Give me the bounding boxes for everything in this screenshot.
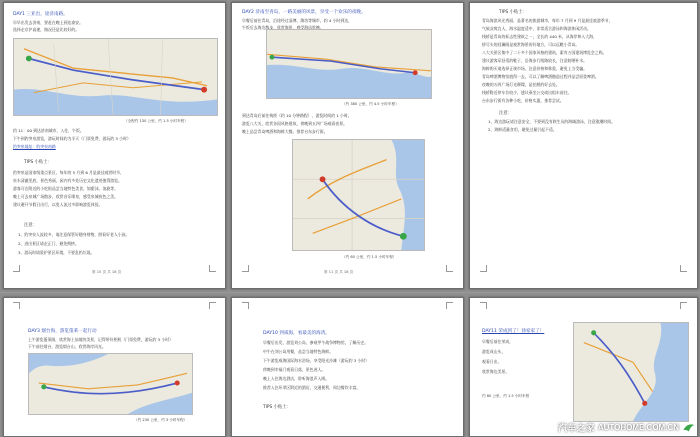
page3-tips-title: TIPS 小贴士： [499, 10, 527, 15]
page-corner-mark [209, 265, 216, 272]
page-corner-mark [242, 265, 249, 272]
page3-line: 八大关景区集中了二十多个国家风格的建筑，素有万国建筑博览会之称。 [482, 50, 607, 55]
autohome-watermark [558, 421, 696, 434]
page5-line: 中午在刘公岛用餐，品尝当地特色海鲜。 [263, 349, 334, 354]
day10-heading: DAY10 到威海，看最美的海湾。 [263, 331, 330, 336]
document-page-1[interactable] [3, 2, 226, 289]
page3-line: 气候凉爽宜人，海水温度适中，非常适合游泳和海滨休闲活动。 [482, 26, 591, 31]
page-corner-mark [480, 302, 487, 309]
document-page-6[interactable] [469, 297, 698, 437]
page1-tips-line: 晚上可去泉城广场散步，欣赏音乐喷泉，感受泉城夜色之美。 [13, 194, 119, 199]
page5-line: 下午游览威海国际海水浴场，享受阳光沙滩（游玩约 3 小时） [263, 358, 370, 363]
page-corner-mark [13, 265, 20, 272]
day3-heading: DAY3 烟台海，游览蓬莱一起行动 [28, 329, 97, 334]
page1-note: 2、进出景区请走正门，避免拥挤。 [18, 241, 79, 246]
document-page-2[interactable] [231, 2, 464, 289]
page1-line: 早早出发去济南，要赶在晚上到达泰安。 [13, 20, 84, 25]
page1-note: 3、游玩时请爱护景区环境，不要乱扔垃圾。 [18, 250, 95, 255]
page4-line: 下午前往烟台，游览烟台山，欣赏海岸风光。 [28, 344, 106, 349]
route-map-day11 [573, 322, 689, 422]
page-corner-mark [680, 265, 687, 272]
document-page-4[interactable] [3, 297, 226, 437]
day11-heading: DAY11 荣成到了！徐家家了！ [482, 329, 545, 334]
page3-note: 2、海鲜适量食用，避免过量引起不适。 [488, 127, 557, 132]
page3-notes-title: 注意： [499, 111, 512, 116]
page1-tips-line: 游客可在附近的小吃街品尝当地特色美食，如甜沫、油旋等。 [13, 186, 119, 191]
autohome-bird-icon [682, 422, 696, 433]
route-map-day2-graphic [267, 30, 431, 98]
page5-line: 晚上入住海边酒店，聆听海浪声入眠。 [263, 376, 330, 381]
document-page-3[interactable] [469, 2, 698, 289]
day1-tips-title: TIPS 小贴士： [24, 160, 52, 165]
page1-line: 选择走京沪高速，路况还是比较好的。 [13, 27, 80, 32]
page3-line: 青岛海滨风光秀丽，是著名的旅游城市，每年 7 月到 9 月是最佳旅游季节， [482, 18, 613, 23]
day2-detail-caption: （约 60 公里，约 1.5 小时车程） [342, 255, 397, 259]
page3-note: 1、海边游玩请注意安全，不要到没有救生员的海域游泳，注意涨潮时间。 [488, 119, 615, 124]
page3-line: 夜晚的五四广场灯光璀璨，是拍照的好去处。 [482, 82, 560, 87]
page-corner-mark [13, 302, 20, 309]
route-map-day1-graphic [14, 39, 217, 115]
day2-map-caption: （约 380 公里，约 4.5 小时车程） [342, 102, 399, 106]
page3-line: 建议游客穿舒适的鞋子，沿海步行线路较长，注意防晒补水。 [482, 58, 588, 63]
page3-line: 栈桥是青岛的标志性建筑之一，全长约 440 米，从海岸伸入大海， [482, 34, 597, 39]
page3-line: 青岛啤酒博物馆值得一去，可以了解啤酒酿造过程并品尝原浆啤酒。 [482, 74, 599, 79]
day1-notes-title: 注意： [24, 223, 37, 228]
watermark-logo-text: 汽车之家 [558, 424, 595, 434]
page6-line: 观看日出， [482, 359, 502, 364]
page1-note: 1、趵突泉人流较多，请注意保管好随身财物，照看好老人小孩。 [18, 232, 130, 237]
page4-line: 上午游览蓬莱阁，欣赏海上仙境的美景，记得带好相机（门票免费，游玩约 3 小时） [28, 337, 174, 342]
route-map-day3 [28, 353, 193, 415]
page3-line: 桥尽头的回澜阁是观赏海景的好地方，可以远眺小青岛。 [482, 42, 580, 47]
page1-line: 下午到趵突泉游览，游玩时间约为半天（门票免费，游玩约 3 小时） [13, 136, 131, 141]
page1-tips-line: 趵突泉是国家级重点景区，每年的 5 月到 6 月是最佳观赏时节， [13, 170, 125, 175]
page3-line: 栈桥附近停车位较少，建议乘坐公交或出租车前往。 [482, 90, 572, 95]
page5-line: 早餐后出发，游览刘公岛，参观甲午战争博物馆，了解历史。 [263, 340, 369, 345]
day3-map-caption: （约 230 公里，约 3 小时车程） [134, 418, 188, 422]
page1-line: 约 11：00 到达济南城市，入住，午饭。 [13, 128, 84, 133]
page3-line: 台东步行街有各种小吃，价格实惠，推荐尝试。 [482, 98, 564, 103]
page6-line: 早餐后前往荣成， [482, 339, 514, 344]
route-map-day2 [266, 29, 432, 99]
page6-line: 游览成山头， [482, 349, 506, 354]
page-corner-mark [446, 265, 453, 272]
route-map-day2-detail-graphic [293, 140, 424, 250]
day10-tips-title: TIPS 小贴士： [263, 405, 291, 410]
day1-heading: DAY1 三亚出，途济南路。 [13, 12, 68, 17]
page1-tips-line: 建议避开节假日出行，以免人流过多影响游览体验。 [13, 202, 103, 207]
page2-line: 早餐后前往青岛，沿途经过淄博、潍坊等城市，约 4 小时到达， [242, 18, 352, 23]
page-row-divider [0, 292, 700, 293]
page-corner-mark [680, 302, 687, 309]
page5-line: 推荐入住环翠区附近的酒店，交通便利，周边餐饮丰富。 [263, 385, 361, 390]
page2-line: 到达青岛后前往栈桥（约 10 分钟路程），游览时间约 1 小时。 [242, 113, 352, 118]
page1-number: 第 10 页 共 18 页 [92, 270, 122, 274]
day11-map-caption: 约 80 公里，约 1.5 小时车程 [482, 394, 530, 398]
route-map-day1 [13, 38, 218, 116]
page2-number: 第 11 页 共 18 页 [324, 270, 354, 274]
page-corner-mark [446, 302, 453, 309]
page-corner-mark [480, 265, 487, 272]
page6-line: 欣赏海边美景。 [482, 369, 510, 374]
route-map-day11-graphic [574, 323, 688, 421]
page2-line: 游览八大关，欣赏各国风格建筑，傍晚到五四广场观看夜景。 [242, 121, 348, 126]
page5-line: 傍晚到幸福门观看日落，景色迷人。 [263, 367, 326, 372]
page3-line: 海鲜购买请选择正规市场，注意价格和称重，避免上当受骗。 [482, 66, 588, 71]
route-map-day2-detail [292, 139, 425, 251]
day1-map-caption: （全程约 130 公里，约 1.5 小时车程） [124, 119, 188, 123]
page2-line: 午饭后去海边散步，欣赏海景，感受海风吹拂。 [242, 25, 324, 30]
route-map-day3-graphic [29, 354, 192, 414]
page1-tips-line: 泉水清澈见底，景色秀丽，园内有多处历史文化遗迹值得游览。 [13, 178, 122, 183]
day2-heading: DAY2 济南至青岛，一路美丽的风景，享受一个欢乐的夜晚。 [242, 10, 366, 15]
page-corner-mark [209, 302, 216, 309]
document-page-5[interactable] [231, 297, 464, 437]
watermark-url-text: AUTOHOME.COM.CN [597, 423, 679, 432]
page2-line: 晚上品尝青岛啤酒和海鲜大餐。推荐台东步行街。 [242, 129, 328, 134]
page-corner-mark [242, 302, 249, 309]
page1-link[interactable]: 趵突泉地址：趵突泉南路 [13, 144, 56, 149]
